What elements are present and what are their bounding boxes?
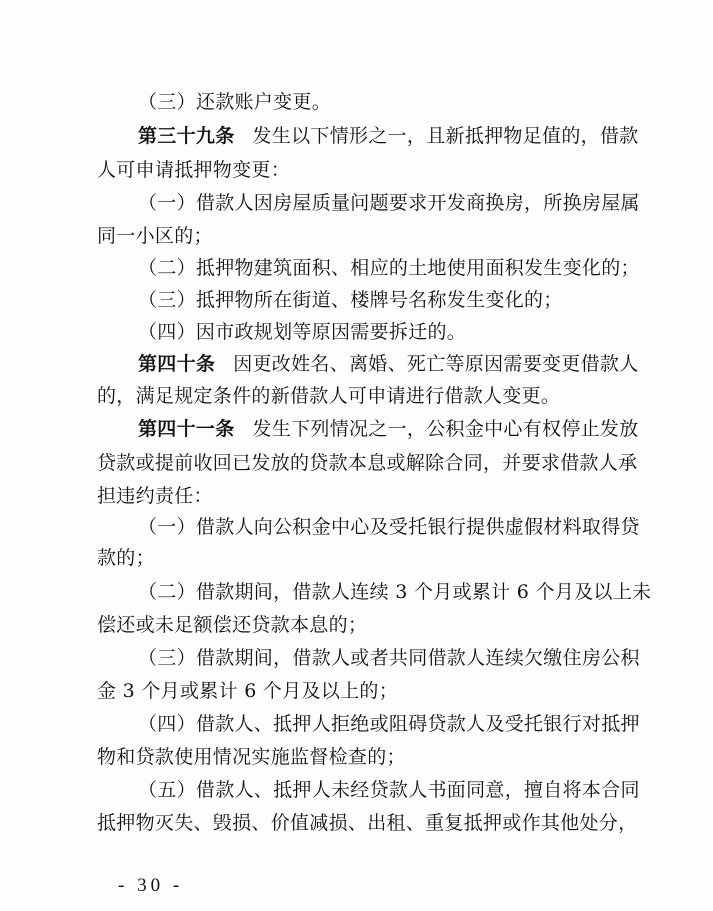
text-line: 贷款或提前收回已发放的贷款本息或解除合同，并要求借款人承 bbox=[97, 452, 638, 474]
text-line: （四）因市政规划等原因需要拆迁的。 bbox=[138, 321, 467, 343]
article-heading: 第四十条 bbox=[138, 353, 216, 375]
article-heading: 第四十一条 bbox=[138, 418, 235, 440]
page-number: - 30 - bbox=[118, 875, 184, 896]
text-line: 的，满足规定条件的新借款人可申请进行借款人变更。 bbox=[97, 385, 561, 407]
text-line: 抵押物灭失、毁损、价值减损、出租、重复抵押或作其他处分， bbox=[97, 812, 638, 834]
text-line: （三）借款期间，借款人或者共同借款人连续欠缴住房公积 bbox=[138, 647, 640, 669]
article-41 bbox=[138, 417, 639, 441]
text-line: （一）借款人向公积金中心及受托银行提供虚假材料取得贷 bbox=[138, 516, 640, 538]
text-line: 同一小区的； bbox=[97, 225, 213, 247]
article-40 bbox=[138, 352, 639, 376]
text-line: （二）借款期间，借款人连续 3 个月或累计 6 个月及以上未 bbox=[138, 581, 652, 603]
text-line: 偿还或未足额偿还贷款本息的； bbox=[97, 614, 368, 636]
text-line: 发生以下情形之一，且新抵押物足值的，借款 bbox=[252, 125, 639, 147]
text-line: （一）借款人因房屋质量问题要求开发商换房，所换房屋属 bbox=[138, 192, 640, 214]
text-line: 人可申请抵押物变更： bbox=[97, 159, 291, 181]
text-line: （三）抵押物所在街道、楼牌号名称发生变化的； bbox=[138, 289, 563, 311]
text-line: 担违约责任： bbox=[97, 485, 213, 507]
article-heading: 第三十九条 bbox=[138, 125, 235, 147]
article-39 bbox=[138, 124, 639, 148]
text-line: 发生下列情况之一，公积金中心有权停止发放 bbox=[252, 418, 639, 440]
text-line: （四）借款人、抵押人拒绝或阻碍贷款人及受托银行对抵押 bbox=[138, 713, 640, 735]
text-line: 因更改姓名、离婚、死亡等原因需要变更借款人 bbox=[233, 353, 639, 375]
text-line: 物和贷款使用情况实施监督检查的； bbox=[97, 746, 406, 768]
text-line: （三）还款账户变更。 bbox=[138, 91, 332, 113]
text-line: （二）抵押物建筑面积、相应的土地使用面积发生变化的； bbox=[138, 257, 640, 279]
text-line: 款的； bbox=[97, 547, 155, 569]
text-line: （五）借款人、抵押人未经贷款人书面同意，擅自将本合同 bbox=[138, 779, 640, 801]
text-line: 金 3 个月或累计 6 个月及以上的； bbox=[97, 680, 399, 702]
